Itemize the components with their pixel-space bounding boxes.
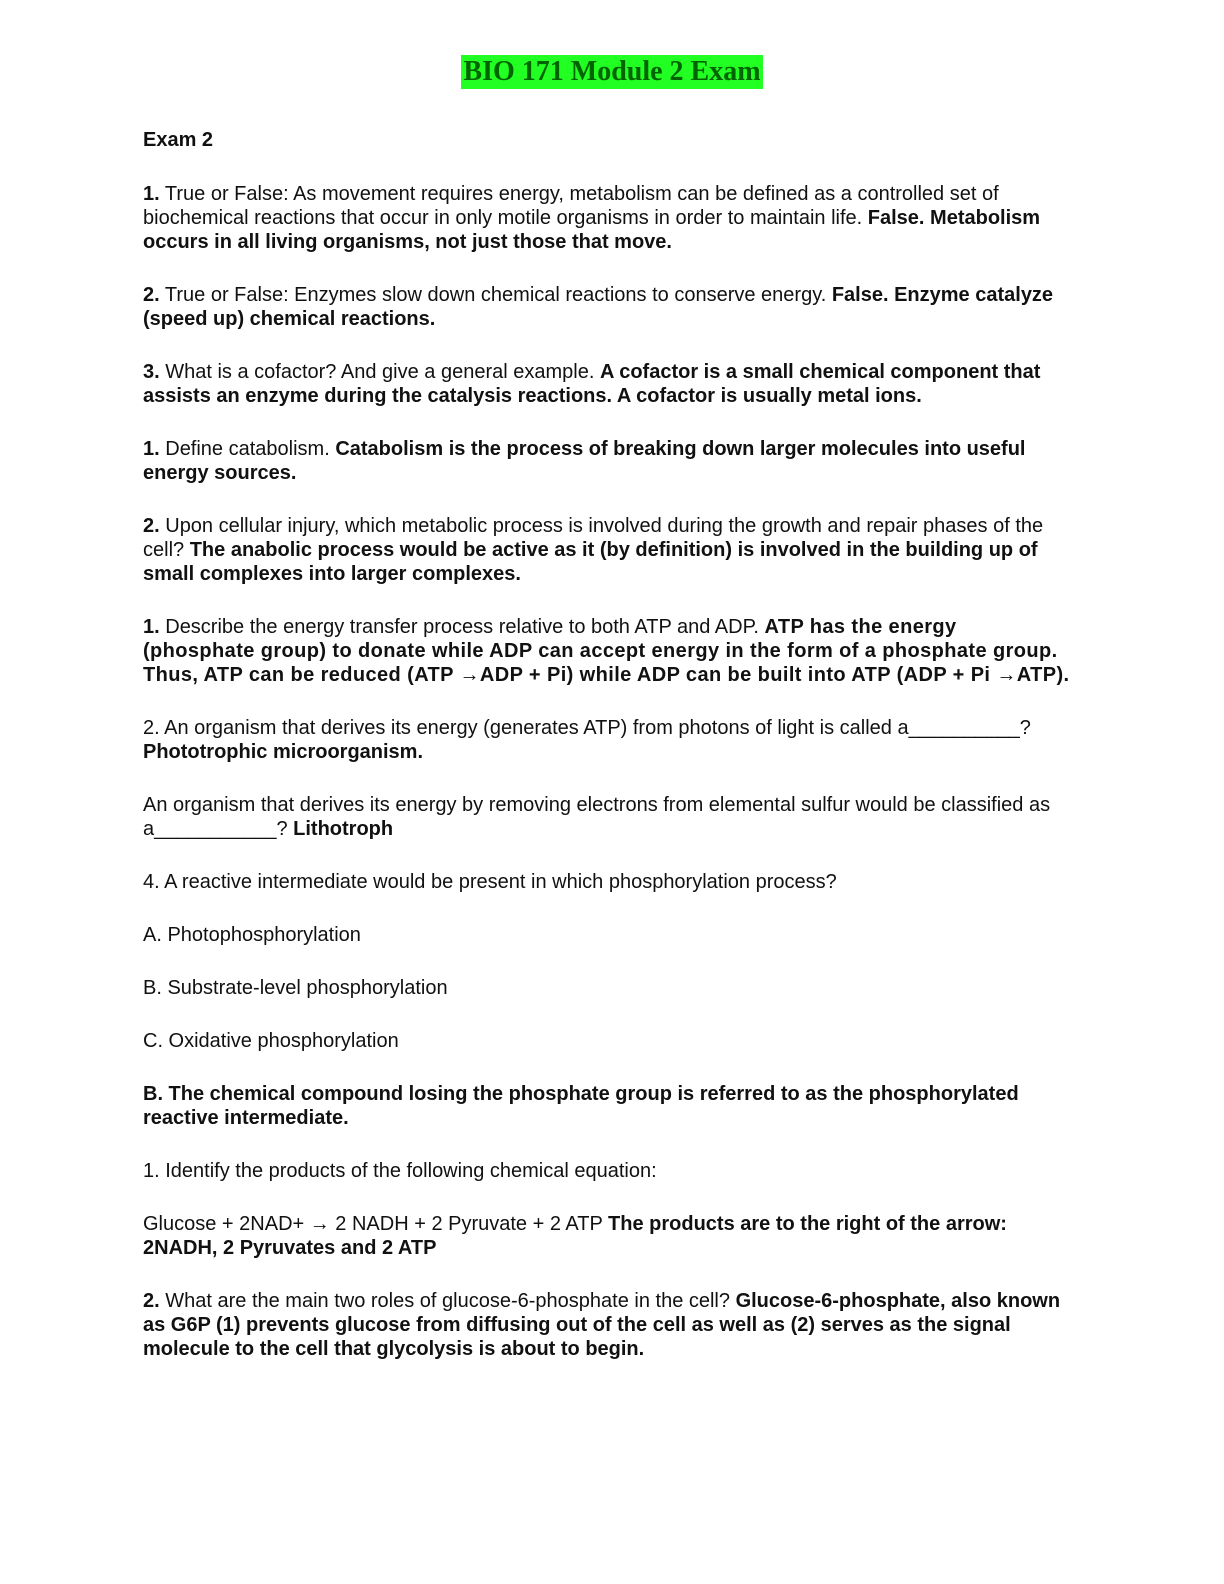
- question-text: 4. A reactive intermediate would be present in which phosphorylation process?: [143, 871, 837, 893]
- document-body: [143, 128, 1073, 1390]
- option-c: [143, 1029, 1073, 1053]
- equation-text: Glucose + 2NAD+ → 2 NADH + 2 Pyruvate + 2 ATP: [143, 1213, 609, 1235]
- question-text: An organism that derives its energy by removing electrons from elemental sulfur would be classified as a___________?: [143, 794, 1051, 840]
- answer-text: False. Enzyme catalyze (speed up) chemical reactions.: [143, 284, 1054, 330]
- question-6: [143, 615, 1073, 687]
- option-text: C. Oxidative phosphorylation: [143, 1030, 399, 1052]
- question-11: [143, 1289, 1073, 1361]
- document-title: BIO 171 Module 2 Exam: [463, 56, 761, 87]
- answer-text: The products are to the right of the arrow: 2NADH, 2 Pyruvates and 2 ATP: [143, 1213, 1007, 1259]
- question-text: Describe the energy transfer process relative to both ATP and ADP.: [159, 616, 765, 638]
- question-text: Define catabolism.: [159, 438, 336, 460]
- question-text: True or False: As movement requires energy, metabolism can be defined as a controlled set of biochemical reactions that occur in only motile organisms in order to maintain life.: [143, 183, 999, 229]
- question-number: 1.: [143, 183, 160, 205]
- question-number: 2.: [143, 515, 160, 537]
- question-8: [143, 793, 1073, 841]
- question-number: 2.: [143, 284, 160, 306]
- question-5: [143, 514, 1073, 586]
- question-3: [143, 360, 1073, 408]
- question-text: 1. Identify the products of the following chemical equation:: [143, 1160, 657, 1182]
- answer-text: ATP has the energy (phosphate group) to donate while ADP can accept energy in the form of a phosphate group. Thus, ATP can be reduced (ATP →ADP + Pi) while ADP can be built into ATP (ADP + Pi →ATP).: [143, 616, 1070, 686]
- question-2: [143, 283, 1073, 331]
- question-text: Upon cellular injury, which metabolic process is involved during the growth and repair phases of the cell?: [143, 515, 1044, 561]
- question-7: [143, 716, 1073, 764]
- question-number: 1.: [143, 438, 160, 460]
- question-text: True or False: Enzymes slow down chemical reactions to conserve energy.: [159, 284, 832, 306]
- question-number: 2.: [143, 1290, 160, 1312]
- question-text: What are the main two roles of glucose-6-phosphate in the cell?: [159, 1290, 736, 1312]
- question-text: What is a cofactor? And give a general example.: [159, 361, 600, 383]
- question-4: [143, 437, 1073, 485]
- question-text: 2. An organism that derives its energy (generates ATP) from photons of light is called a__________?: [143, 717, 1031, 739]
- answer-text: Phototrophic microorganism.: [143, 741, 424, 763]
- answer-text: Glucose-6-phosphate, also known as G6P (1) prevents glucose from diffusing out of the cell as well as (2) serves as the signal molecule to the cell that glycolysis is about to begin.: [143, 1290, 1061, 1360]
- question-10: [143, 1159, 1073, 1183]
- answer-text: Catabolism is the process of breaking down larger molecules into useful energy sources.: [143, 438, 1026, 484]
- option-text: A. Photophosphorylation: [143, 924, 361, 946]
- section-heading: Exam 2: [143, 129, 214, 151]
- option-a: [143, 923, 1073, 947]
- question-1: [143, 182, 1073, 254]
- option-text: B. Substrate-level phosphorylation: [143, 977, 448, 999]
- answer-text: B. The chemical compound losing the phosphate group is referred to as the phosphorylated reactive intermediate.: [143, 1083, 1019, 1129]
- equation-paragraph: [143, 1212, 1073, 1260]
- question-number: 3.: [143, 361, 160, 383]
- option-b: [143, 976, 1073, 1000]
- answer-text: A cofactor is a small chemical component that assists an enzyme during the catalysis reactions. A cofactor is usually metal ions.: [143, 361, 1041, 407]
- question-9: [143, 870, 1073, 894]
- answer-text: The anabolic process would be active as it (by definition) is involved in the building up of small complexes into larger complexes.: [143, 539, 1038, 585]
- question-number: 1.: [143, 616, 160, 638]
- answer-text: Lithotroph: [293, 818, 394, 840]
- answer-text: False. Metabolism occurs in all living organisms, not just those that move.: [143, 207, 1041, 253]
- answer-paragraph: [143, 1082, 1073, 1130]
- title-bar: [0, 55, 1224, 89]
